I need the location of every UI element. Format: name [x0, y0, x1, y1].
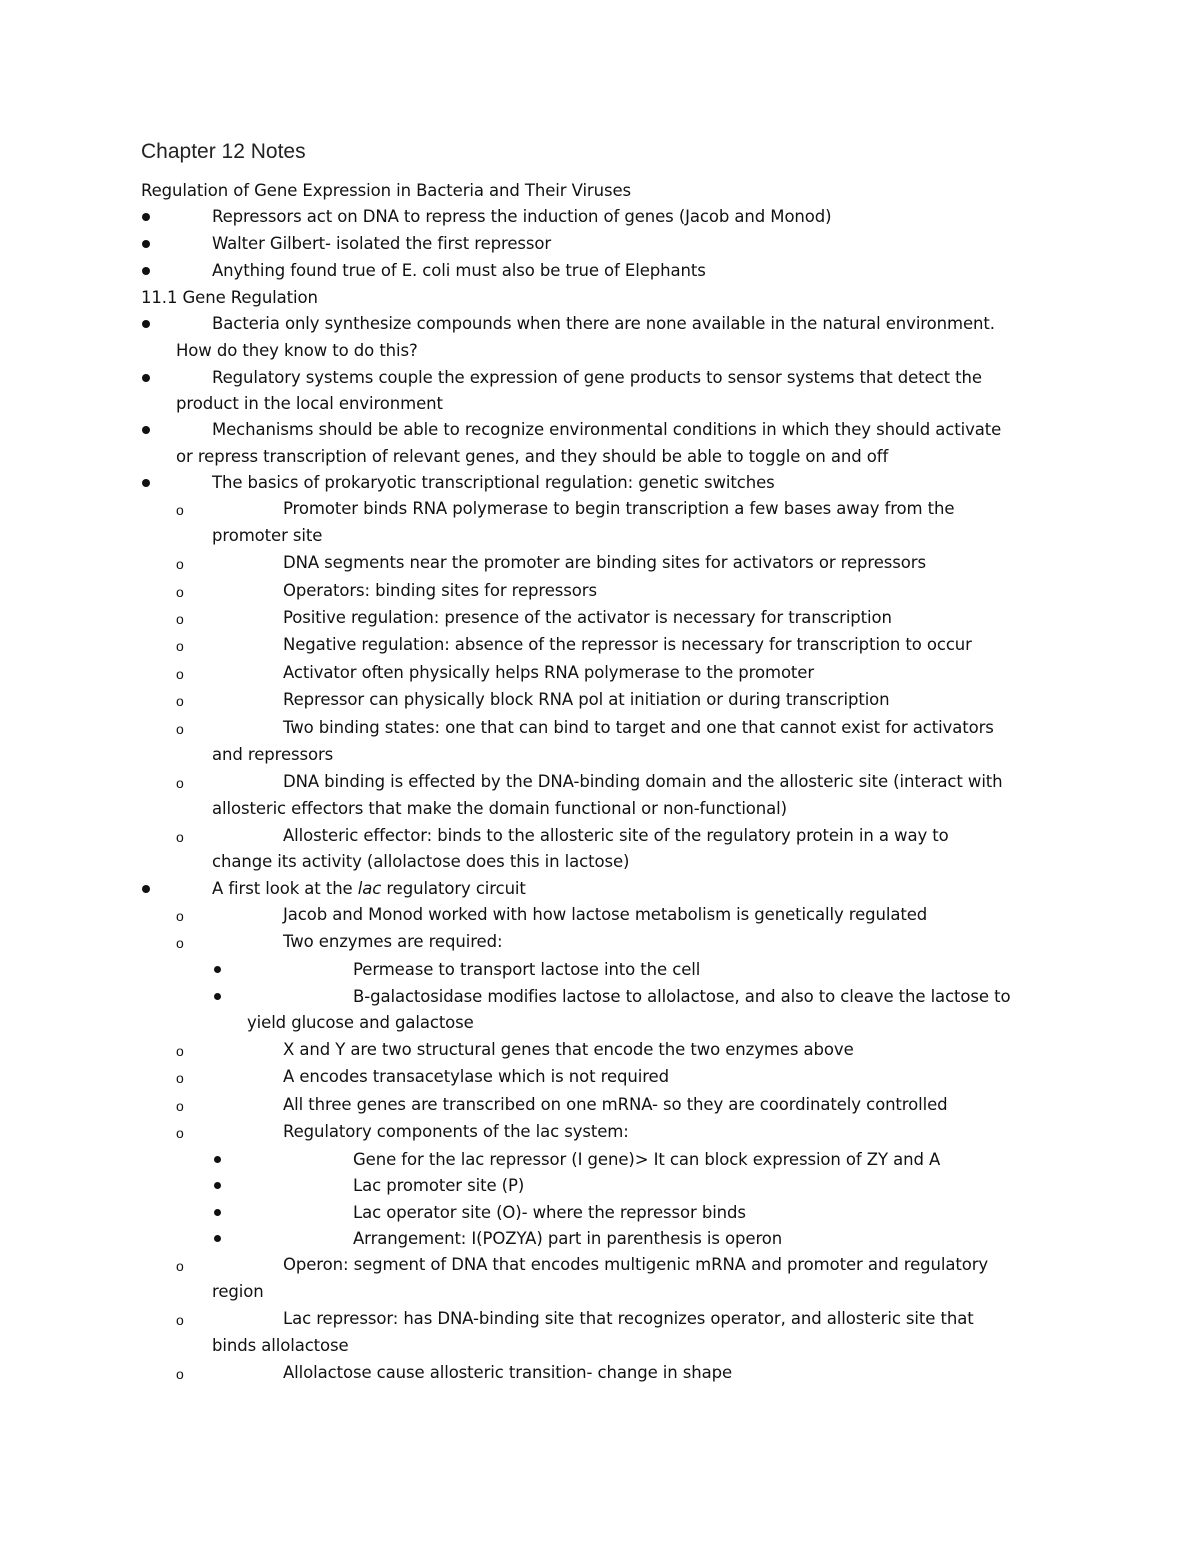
sub-sub-list-item-continuation: yield glucose and galactose: [247, 1013, 474, 1032]
sub-bullet-marker: o: [176, 1125, 184, 1141]
sub-list-item-continuation: allosteric effectors that make the domain functional or non-functional): [212, 799, 787, 818]
bullet-dot: [142, 240, 150, 248]
sub-list-item: DNA binding is effected by the DNA-binding domain and the allosteric site (interact with: [283, 772, 1003, 791]
sub-sub-list-item: Permease to transport lactose into the cell: [353, 960, 701, 979]
bullet-dot: [142, 320, 150, 328]
sub-sub-bullet-dot: [214, 1209, 221, 1216]
sub-bullet-marker: o: [176, 1366, 184, 1382]
sub-sub-list-item: Lac promoter site (P): [353, 1176, 525, 1195]
sub-bullet-marker: o: [176, 584, 184, 600]
sub-sub-bullet-dot: [214, 966, 221, 973]
list-item-emphasis: lac: [357, 879, 382, 898]
sub-list-item-continuation: change its activity (allolactose does this in lactose): [212, 852, 630, 871]
bullet-dot: [142, 374, 150, 382]
sub-bullet-marker: o: [176, 611, 184, 627]
sub-list-item-continuation: promoter site: [212, 526, 323, 545]
list-item-text: A first look at the: [212, 879, 358, 898]
bullet-dot: [142, 267, 150, 275]
sub-list-item: Negative regulation: absence of the repressor is necessary for transcription to occur: [283, 635, 972, 654]
list-item: Walter Gilbert- isolated the first repressor: [212, 234, 552, 253]
list-item: Bacteria only synthesize compounds when there are none available in the natural environment.: [212, 314, 995, 333]
list-item-text: regulatory circuit: [381, 879, 526, 898]
sub-bullet-marker: o: [176, 829, 184, 845]
sub-list-item: Lac repressor: has DNA-binding site that recognizes operator, and allosteric site that: [283, 1309, 974, 1328]
list-item-continuation: How do they know to do this?: [176, 341, 418, 360]
list-item: Anything found true of E. coli must also be true of Elephants: [212, 261, 706, 280]
sub-sub-bullet-dot: [214, 1182, 221, 1189]
sub-sub-bullet-dot: [214, 1235, 221, 1242]
bullet-dot: [142, 885, 150, 893]
sub-bullet-marker: o: [176, 775, 184, 791]
sub-sub-list-item: Arrangement: I(POZYA) part in parenthesis is operon: [353, 1229, 783, 1248]
sub-bullet-marker: o: [176, 935, 184, 951]
sub-sub-bullet-dot: [214, 1156, 221, 1163]
sub-list-item: Operon: segment of DNA that encodes multigenic mRNA and promoter and regulatory: [283, 1255, 989, 1274]
list-item: Mechanisms should be able to recognize environmental conditions in which they should activate: [212, 420, 1002, 439]
list-item-continuation: product in the local environment: [176, 394, 443, 413]
bullet-dot: [142, 213, 150, 221]
sub-bullet-marker: o: [176, 693, 184, 709]
sub-bullet-marker: o: [176, 1098, 184, 1114]
sub-bullet-marker: o: [176, 1043, 184, 1059]
sub-list-item: Repressor can physically block RNA pol at initiation or during transcription: [283, 690, 890, 709]
bullet-dot: [142, 479, 150, 487]
list-item-continuation: or repress transcription of relevant genes, and they should be able to toggle on and off: [176, 447, 889, 466]
sub-list-item: Regulatory components of the lac system:: [283, 1122, 629, 1141]
sub-bullet-marker: o: [176, 502, 184, 518]
sub-list-item-continuation: and repressors: [212, 745, 334, 764]
sub-list-item: Two binding states: one that can bind to target and one that cannot exist for activators: [283, 718, 994, 737]
sub-bullet-marker: o: [176, 721, 184, 737]
sub-bullet-marker: o: [176, 1070, 184, 1086]
sub-list-item: Promoter binds RNA polymerase to begin transcription a few bases away from the: [283, 499, 955, 518]
sub-list-item-continuation: binds allolactose: [212, 1336, 349, 1355]
page-title: Chapter 12 Notes: [141, 140, 306, 163]
sub-bullet-marker: o: [176, 638, 184, 654]
list-item: The basics of prokaryotic transcriptional regulation: genetic switches: [212, 473, 775, 492]
sub-sub-bullet-dot: [214, 993, 221, 1000]
list-item: Repressors act on DNA to repress the induction of genes (Jacob and Monod): [212, 207, 832, 226]
sub-list-item: X and Y are two structural genes that encode the two enzymes above: [283, 1040, 854, 1059]
sub-list-item: All three genes are transcribed on one mRNA- so they are coordinately controlled: [283, 1095, 948, 1114]
sub-list-item: Activator often physically helps RNA polymerase to the promoter: [283, 663, 815, 682]
bullet-dot: [142, 426, 150, 434]
sub-sub-list-item: Gene for the lac repressor (I gene)> It can block expression of ZY and A: [353, 1150, 941, 1169]
sub-list-item: DNA segments near the promoter are binding sites for activators or repressors: [283, 553, 926, 572]
sub-list-item: Jacob and Monod worked with how lactose metabolism is genetically regulated: [283, 905, 928, 924]
section-heading: 11.1 Gene Regulation: [141, 288, 318, 307]
sub-list-item: Operators: binding sites for repressors: [283, 581, 597, 600]
sub-list-item-continuation: region: [212, 1282, 264, 1301]
section-heading: Regulation of Gene Expression in Bacteria and Their Viruses: [141, 181, 632, 200]
sub-bullet-marker: o: [176, 556, 184, 572]
sub-sub-list-item: B-galactosidase modifies lactose to allolactose, and also to cleave the lactose to: [353, 987, 1011, 1006]
list-item: [212, 879, 526, 898]
sub-bullet-marker: o: [176, 1258, 184, 1274]
sub-sub-list-item: Lac operator site (O)- where the repressor binds: [353, 1203, 746, 1222]
sub-list-item: Allolactose cause allosteric transition- change in shape: [283, 1363, 733, 1382]
sub-bullet-marker: o: [176, 666, 184, 682]
sub-list-item: A encodes transacetylase which is not required: [283, 1067, 669, 1086]
sub-bullet-marker: o: [176, 1312, 184, 1328]
list-item: Regulatory systems couple the expression of gene products to sensor systems that detect the: [212, 368, 982, 387]
sub-bullet-marker: o: [176, 908, 184, 924]
sub-list-item: Allosteric effector: binds to the allosteric site of the regulatory protein in a way to: [283, 826, 949, 845]
sub-list-item: Two enzymes are required:: [283, 932, 503, 951]
sub-list-item: Positive regulation: presence of the activator is necessary for transcription: [283, 608, 892, 627]
